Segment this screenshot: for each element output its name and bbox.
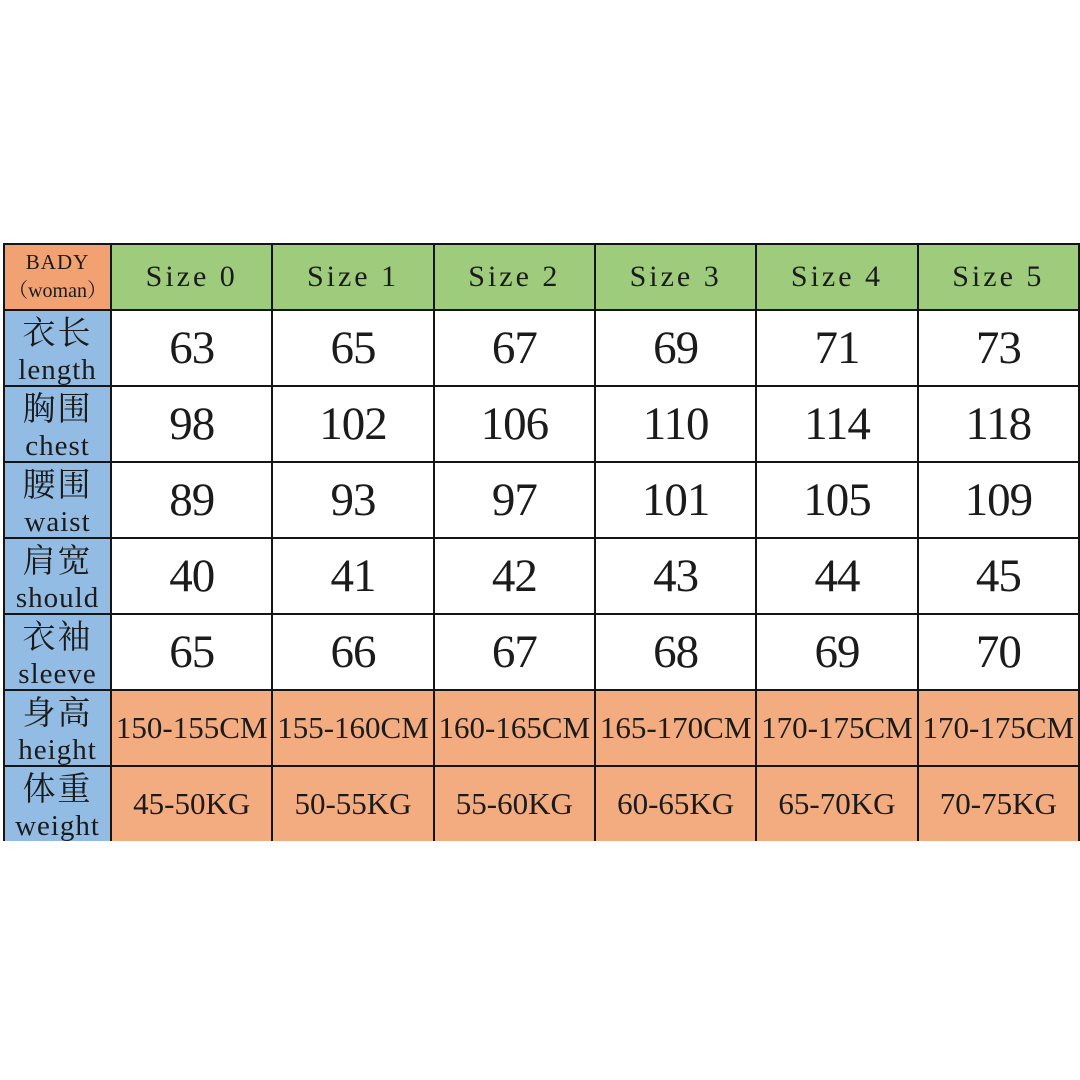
row-label-en: weight xyxy=(15,810,100,841)
value-cell: 69 xyxy=(595,310,756,386)
value-cell: 40 xyxy=(111,538,272,614)
value-cell: 170-175CM xyxy=(756,690,917,766)
value-cell: 41 xyxy=(272,538,433,614)
row-label-en: waist xyxy=(24,506,91,538)
corner-subtitle: （woman） xyxy=(8,279,107,302)
value-cell: 70-75KG xyxy=(918,766,1079,841)
col-header-size-2: Size 2 xyxy=(434,244,595,310)
row-label-height xyxy=(4,690,111,766)
value-cell: 44 xyxy=(756,538,917,614)
table-row-sleeve xyxy=(4,614,1079,690)
table-row-height xyxy=(4,690,1079,766)
row-label-waist xyxy=(4,462,111,538)
row-label-zh: 体重 xyxy=(22,772,93,808)
value-cell: 73 xyxy=(918,310,1079,386)
corner-title: BADY xyxy=(25,249,90,274)
value-cell: 97 xyxy=(434,462,595,538)
value-cell: 45-50KG xyxy=(111,766,272,841)
value-cell: 71 xyxy=(756,310,917,386)
value-cell: 109 xyxy=(918,462,1079,538)
table-row-weight xyxy=(4,766,1079,841)
row-label-en: length xyxy=(18,354,97,386)
value-cell: 110 xyxy=(595,386,756,462)
value-cell: 93 xyxy=(272,462,433,538)
size-chart-table xyxy=(3,243,1080,841)
value-cell: 66 xyxy=(272,614,433,690)
col-header-size-3: Size 3 xyxy=(595,244,756,310)
value-cell: 60-65KG xyxy=(595,766,756,841)
value-cell: 67 xyxy=(434,310,595,386)
value-cell: 98 xyxy=(111,386,272,462)
value-cell: 43 xyxy=(595,538,756,614)
table-row-chest xyxy=(4,386,1079,462)
value-cell: 65-70KG xyxy=(756,766,917,841)
row-label-en: should xyxy=(15,582,100,614)
row-label-length xyxy=(4,310,111,386)
value-cell: 55-60KG xyxy=(434,766,595,841)
table-row-should xyxy=(4,538,1079,614)
row-label-en: sleeve xyxy=(18,658,97,690)
row-label-zh: 衣长 xyxy=(22,316,93,352)
value-cell: 89 xyxy=(111,462,272,538)
col-header-size-5: Size 5 xyxy=(918,244,1079,310)
value-cell: 101 xyxy=(595,462,756,538)
value-cell: 50-55KG xyxy=(272,766,433,841)
row-label-chest xyxy=(4,386,111,462)
value-cell: 150-155CM xyxy=(111,690,272,766)
value-cell: 114 xyxy=(756,386,917,462)
col-header-size-0: Size 0 xyxy=(111,244,272,310)
value-cell: 42 xyxy=(434,538,595,614)
value-cell: 102 xyxy=(272,386,433,462)
row-label-sleeve xyxy=(4,614,111,690)
value-cell: 45 xyxy=(918,538,1079,614)
row-label-en: chest xyxy=(25,430,90,462)
value-cell: 65 xyxy=(111,614,272,690)
value-cell: 165-170CM xyxy=(595,690,756,766)
value-cell: 67 xyxy=(434,614,595,690)
corner-cell xyxy=(4,244,111,310)
size-chart-container xyxy=(3,243,1080,841)
row-label-should xyxy=(4,538,111,614)
row-label-weight xyxy=(4,766,111,841)
col-header-size-1: Size 1 xyxy=(272,244,433,310)
value-cell: 160-165CM xyxy=(434,690,595,766)
value-cell: 170-175CM xyxy=(918,690,1079,766)
value-cell: 155-160CM xyxy=(272,690,433,766)
value-cell: 69 xyxy=(756,614,917,690)
value-cell: 63 xyxy=(111,310,272,386)
row-label-en: height xyxy=(18,734,97,766)
row-label-zh: 肩宽 xyxy=(22,544,93,580)
col-header-size-4: Size 4 xyxy=(756,244,917,310)
value-cell: 106 xyxy=(434,386,595,462)
value-cell: 65 xyxy=(272,310,433,386)
value-cell: 68 xyxy=(595,614,756,690)
row-label-zh: 身高 xyxy=(22,696,93,732)
table-row-waist xyxy=(4,462,1079,538)
header-row xyxy=(4,244,1079,310)
table-row-length xyxy=(4,310,1079,386)
value-cell: 70 xyxy=(918,614,1079,690)
value-cell: 105 xyxy=(756,462,917,538)
value-cell: 118 xyxy=(918,386,1079,462)
row-label-zh: 胸围 xyxy=(22,392,93,428)
row-label-zh: 腰围 xyxy=(22,468,93,504)
row-label-zh: 衣袖 xyxy=(22,620,93,656)
